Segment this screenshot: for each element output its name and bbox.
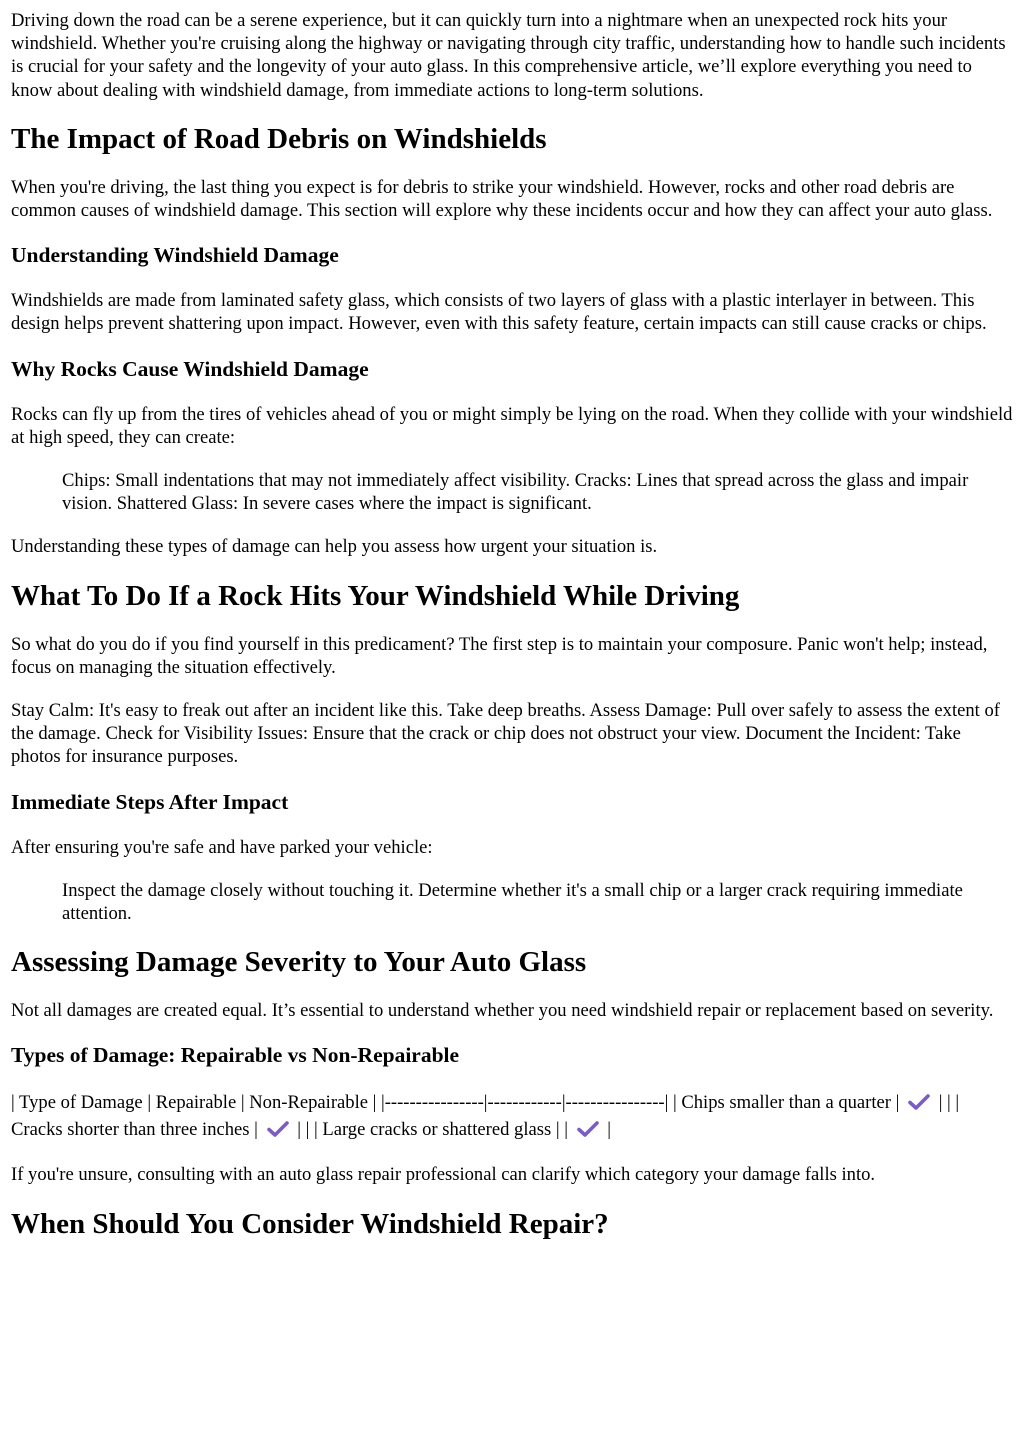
heading-windshield-repair: When Should You Consider Windshield Repair?	[11, 1207, 609, 1240]
table-text-part-2: | | | Cracks shorter than three inches |	[11, 1092, 960, 1141]
consult-paragraph: If you're unsure, consulting with an auto glass repair professional can clarify which category your damage falls into.	[11, 1164, 876, 1186]
check-mark-icon	[577, 1121, 599, 1137]
understanding-paragraph: Windshields are made from laminated safety glass, which consists of two layers of glass with a plastic interlayer in between. This design helps prevent shattering upon impact. However, even with this safety feature, certain impacts can still cause cracks or chips.	[11, 290, 987, 335]
check-mark-icon	[267, 1121, 289, 1137]
urgency-paragraph: Understanding these types of damage can help you assess how urgent your situation is.	[11, 536, 658, 558]
table-text-part-1: | Type of Damage | Repairable | Non-Repairable | |----------------|------------|----------------| | Chips smaller than a quarter |	[11, 1092, 900, 1114]
heading-assessing-severity: Assessing Damage Severity to Your Auto Glass	[11, 946, 587, 979]
heading-types-of-damage: Types of Damage: Repairable vs Non-Repairable	[11, 1043, 460, 1068]
table-text-part-3: | | | Large cracks or shattered glass | |	[297, 1119, 568, 1141]
immediate-paragraph: After ensuring you're safe and have parked your vehicle:	[11, 836, 433, 858]
table-text-part-4: |	[607, 1119, 612, 1141]
steps-paragraph: Stay Calm: It's easy to freak out after an incident like this. Take deep breaths. Assess Damage: Pull over safely to assess the extent of the damage. Check for Visibility Issues: Ensure that the crack or chip does not obstruct your view. Document the Incident: Take photos for insurance purposes.	[11, 700, 1000, 768]
heading-what-to-do: What To Do If a Rock Hits Your Windshield While Driving	[11, 579, 740, 612]
inspect-quote: Inspect the damage closely without touching it. Determine whether it's a small chip or a larger crack requiring immediate attention.	[62, 879, 963, 925]
heading-road-debris: The Impact of Road Debris on Windshields	[11, 122, 547, 155]
why-rocks-paragraph: Rocks can fly up from the tires of vehicles ahead of you or might simply be lying on the road. When they collide with your windshield at high speed, they can create:	[11, 403, 1013, 448]
road-debris-paragraph: When you're driving, the last thing you expect is for debris to strike your windshield. However, rocks and other road debris are common causes of windshield damage. This section will explore why these incidents occur and how they can affect your auto glass.	[11, 176, 993, 222]
damage-table-text	[11, 1089, 1014, 1143]
heading-understanding-damage: Understanding Windshield Damage	[11, 243, 339, 268]
assessing-paragraph: Not all damages are created equal. It’s essential to understand whether you need windshield repair or replacement based on severity.	[11, 1000, 994, 1022]
intro-paragraph: Driving down the road can be a serene experience, but it can quickly turn into a nightmare when an unexpected rock hits your windshield. Whether you're cruising along the highway or navigating through city traffic, understanding how to handle such incidents is crucial for your safety and the longevity of your auto glass. In this comprehensive article, we’ll explore everything you need to know about dealing with windshield damage, from immediate actions to long-term solutions.	[11, 10, 1006, 101]
heading-why-rocks: Why Rocks Cause Windshield Damage	[11, 356, 369, 381]
what-to-do-paragraph: So what do you do if you find yourself in this predicament? The first step is to maintain your composure. Panic won't help; instead, focus on managing the situation effectively.	[11, 633, 988, 678]
check-mark-icon	[908, 1094, 930, 1110]
damage-types-quote: Chips: Small indentations that may not immediately affect visibility. Cracks: Lines that spread across the glass and impair vision. Shattered Glass: In severe cases where the impact is significant.	[62, 470, 969, 515]
heading-immediate-steps: Immediate Steps After Impact	[11, 789, 289, 814]
